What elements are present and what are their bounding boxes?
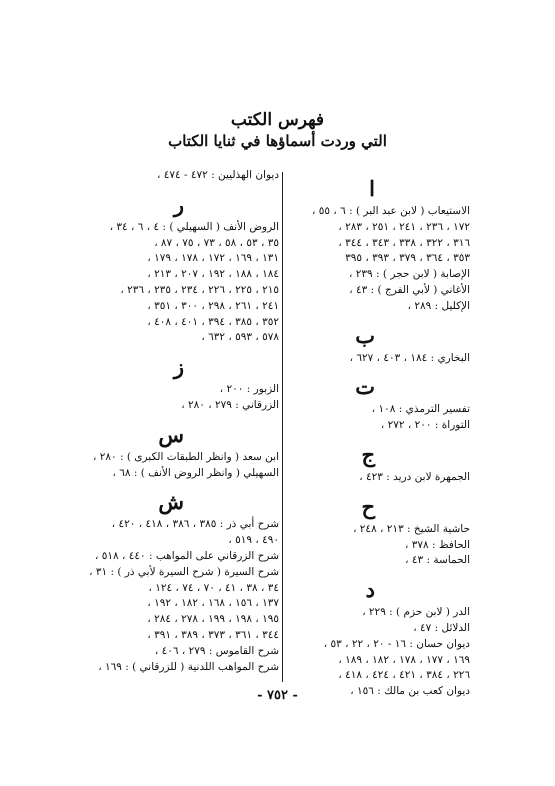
index-entry-line: التوراة : ٢٠٠ ، ٢٧٢ ، [380,419,470,432]
index-column-right [287,168,470,700]
index-entry-line: ٣٥٢ ، ٣٨٥ ، ٣٩٤ ، ٤٠١ ، ٤٠٨ ، [147,315,279,328]
index-entry-line: شرح الزرقاني على المواهب : ٤٤٠ ، ٥١٨ ، [95,549,279,562]
index-entry-line: ١٨٤ ، ١٨٨ ، ١٩٢ ، ٢٠٧ ، ٢١٣ ، [147,268,279,281]
index-entry-line: الحافظ : ٣٧٨ ، [405,538,470,551]
index-entry-line: شرح السيرة ( شرح السيرة لأبي ذر ) : ٣١ ، [89,565,279,578]
page-number: - ٧٥٢ - [257,688,298,703]
index-column-left [89,168,279,675]
index-entry-line: السهيلي ( وانظر الروض الأنف ) : ٦٨ ، [112,466,279,479]
index-entry-line: ٣٤ ، ٣٨ ، ٤١ ، ٧٠ ، ٧٤ ، ١٢٤ ، [148,581,279,594]
section-letter: ر [173,191,184,217]
index-entry-line: ٢٤١ ، ٢٦١ ، ٢٩٨ ، ٣٠٠ ، ٣٥١ ، [147,299,279,312]
section-letter: ب [355,322,375,348]
index-entry-line: ٣١٦ ، ٣٢٢ ، ٣٣٨ ، ٣٤٣ ، ٣٤٤ ، [338,236,470,249]
index-entry-line: حاشية الشيخ : ٢١٣ ، ٢٤٨ ، [353,522,470,535]
index-entry-line: ١٣٧ ، ١٥٦ ، ١٦٨ ، ١٨٢ ، ١٩٢ ، [147,597,279,610]
section-letter: ت [355,374,375,400]
index-entry-line: البخاري : ١٨٤ ، ٤٠٣ ، ٦٢٧ ، [349,351,470,364]
index-entry-line: شرح أبي ذر : ٣٨٥ ، ٣٨٦ ، ٤١٨ ، ٤٢٠ ، [111,518,279,531]
index-entry-line: ديوان الهذليين : ٤٧٢ - ٤٧٤ ، [156,169,279,181]
index-entry-line: الإصابة ( لابن حجر ) : ٢٣٩ ، [349,268,470,281]
index-entry-line: ٤٩٠ ، ٥١٩ ، [228,534,279,547]
index-entry-line: شرح القاموس : ٢٧٩ ، ٤٠٦ ، [154,644,279,657]
section-letter: س [158,421,184,447]
index-entry-line: ٢٢٦ ، ٣٨٤ ، ٤٢١ ، ٤٢٤ ، ٤١٨ ، [338,669,470,682]
index-entry-line: الدر ( لابن حزم ) : ٢٢٩ ، [362,606,470,619]
index-entry-line: ١٧٢ ، ٢٣٦ ، ٢٤١ ، ٢٥١ ، ٢٨٣ ، [338,220,470,233]
index-entry-line: ٣٥٣ ، ٣٦٤ ، ٣٧٩ ، ٣٩٣ ، ٣٩٥ [345,252,470,265]
column-divider [282,172,283,682]
section-letter: د [365,577,375,603]
section-letter: ج [361,441,375,467]
index-entry-line: شرح المواهب اللدنية ( للزرقاني ) : ١٦٩ ، [98,660,279,673]
section-letter: ز [173,354,184,380]
index-entry-line: الاستيعاب ( لابن عبد البر ) : ٦ ، ٥٥ ، [312,205,470,217]
page-subtitle: التي وردت أسماؤها في ثنايا الكتاب [168,132,387,150]
index-entry-line: ديوان كعب بن مالك : ١٥٦ ، [350,685,470,698]
section-letter: ا [369,176,375,201]
index-entry-line: ٢١٥ ، ٢٢٥ ، ٢٢٦ ، ٢٣٤ ، ٢٣٥ ، ٢٣٦ ، [120,283,279,296]
index-entry-line: ٣٥ ، ٥٣ ، ٥٨ ، ٧٣ ، ٧٥ ، ٨٧ ، [154,236,279,249]
index-entry-line: الإكليل : ٢٨٩ ، [407,299,470,312]
index-entry-line: ١٩٥ ، ١٩٨ ، ١٩٩ ، ٢٧٨ ، ٢٨٤ ، [147,613,279,626]
index-entry-line: الأغاني ( لأبي الفرج ) : ٤٣ ، [349,283,470,296]
index-entry-line: الجمهرة لابن دريد : ٤٢٣ ، [359,470,470,483]
page-title: فهرس الكتب [230,110,325,130]
index-entry-line: الزرقاني : ٢٧٩ ، ٢٨٠ ، [181,398,279,411]
index-entry-line: الحماسة : ٤٣ ، [405,554,470,567]
index-entry-line: ٣٤٤ ، ٣٦١ ، ٣٧٣ ، ٣٨٩ ، ٣٩١ ، [147,628,279,641]
index-entry-line: الزبور : ٢٠٠ ، [219,383,279,396]
index-entry-line: ابن سعد ( وانظر الطبقات الكبرى ) : ٢٨٠ ، [92,450,279,463]
section-letter: ش [158,489,184,515]
index-entry-line: ٥٧٨ ، ٥٩٣ ، ٦٣٢ ، [201,331,279,344]
section-letter: ح [361,493,375,519]
index-entry-line: ١٣١ ، ١٦٩ ، ١٧٢ ، ١٧٨ ، ١٧٩ ، [147,252,279,265]
index-entry-line: الروض الأنف ( السهيلي ) : ٤ ، ٦ ، ٣٤ ، [109,220,279,233]
index-entry-line: تفسير الترمذي : ١٠٨ ، [371,403,470,416]
index-entry-line: ديوان حسان : ١٦ - ٢٠ ، ٢٢ ، ٥٣ ، [323,637,470,650]
index-entry-line: الدلائل : ٤٧ ، [413,621,470,634]
index-entry-line: ١٦٩ ، ١٧٧ ، ١٧٨ ، ١٨٢ ، ١٨٩ ، [338,653,470,666]
